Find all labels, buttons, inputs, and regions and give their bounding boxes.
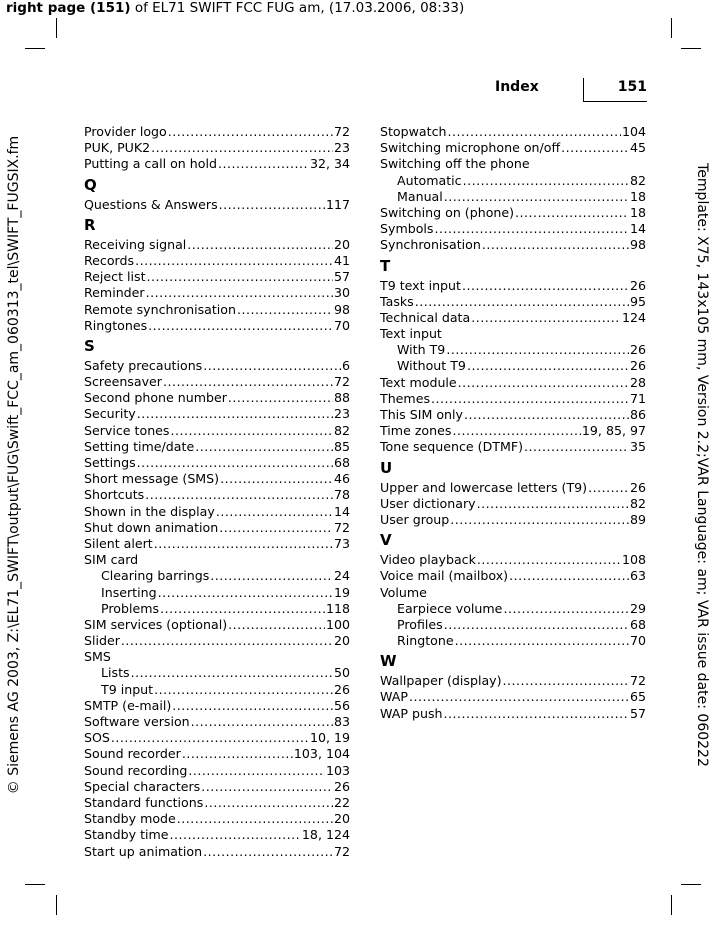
dot-leader <box>477 552 621 568</box>
dot-leader <box>158 585 333 601</box>
index-page-ref: 124 <box>621 309 646 325</box>
index-page-ref: 98 <box>333 301 350 317</box>
index-page-ref: 118 <box>325 600 350 616</box>
index-entry <box>84 374 350 390</box>
index-term: Symbols <box>380 221 434 237</box>
dot-leader <box>228 617 325 633</box>
index-entry <box>84 406 350 422</box>
index-term: Standby mode <box>84 811 176 827</box>
index-page-ref: 19, 85, 97 <box>581 423 646 439</box>
index-subentry <box>380 189 646 205</box>
index-page-ref: 30 <box>333 285 350 301</box>
index-entry <box>84 302 350 318</box>
dot-leader <box>464 407 629 423</box>
crop-mark <box>681 884 701 885</box>
header-divider <box>583 78 584 102</box>
print-header-line <box>6 0 464 16</box>
index-letter-heading: V <box>380 531 392 550</box>
index-page-ref: 65 <box>629 689 646 705</box>
dot-leader <box>216 504 333 520</box>
index-term: T9 text input <box>380 277 461 293</box>
index-page-ref: 71 <box>629 390 646 406</box>
dot-leader <box>477 496 629 512</box>
index-page-ref: 85 <box>333 438 350 454</box>
index-entry <box>84 318 350 334</box>
index-subentry <box>380 173 646 189</box>
index-entry <box>84 487 350 503</box>
index-term: Upper and lowercase letters (T9) <box>380 479 588 495</box>
dot-leader <box>444 189 629 205</box>
index-entry <box>84 520 350 536</box>
index-page-ref: 20 <box>333 633 350 649</box>
index-entry <box>84 253 350 269</box>
index-term: Standard functions <box>84 794 204 810</box>
index-page-ref: 72 <box>333 519 350 535</box>
index-page-ref: 72 <box>629 673 646 689</box>
index-term: Synchronisation <box>380 237 481 253</box>
index-page-ref: 57 <box>629 705 646 721</box>
index-subentry <box>84 601 350 617</box>
index-entry <box>84 633 350 649</box>
index-page-ref: 82 <box>333 422 350 438</box>
index-term: Settings <box>84 455 136 470</box>
print-header-details: of EL71 SWIFT FCC FUG am, (17.03.2006, 08:33) <box>130 0 465 16</box>
dot-leader <box>561 140 629 156</box>
index-entry <box>380 124 646 140</box>
index-group-heading: Switching off the phone <box>380 156 530 172</box>
dot-leader <box>170 423 332 439</box>
index-term: Putting a call on hold <box>84 156 217 172</box>
index-term: Screensaver <box>84 374 162 390</box>
index-entry <box>380 140 646 156</box>
dot-leader <box>458 375 629 391</box>
dot-leader <box>204 795 333 811</box>
index-page-ref: 56 <box>333 697 350 713</box>
dot-leader <box>187 237 333 253</box>
index-entry <box>380 278 646 294</box>
dot-leader <box>191 714 333 730</box>
dot-leader <box>444 706 629 722</box>
dot-leader <box>415 294 629 310</box>
index-entry <box>84 827 350 843</box>
index-entry <box>84 471 350 487</box>
dot-leader <box>228 390 333 406</box>
index-group-heading: SIM card <box>84 552 139 568</box>
index-entry <box>380 568 646 584</box>
index-page-ref: 6 <box>341 357 350 373</box>
crop-mark <box>681 48 701 49</box>
index-term: Software version <box>84 714 190 729</box>
dot-leader <box>434 221 628 237</box>
crop-mark <box>671 895 672 915</box>
index-term: SOS <box>84 730 110 746</box>
index-term: Start up animation <box>84 843 203 859</box>
index-term: Special characters <box>84 778 201 794</box>
index-page-ref: 63 <box>629 568 646 584</box>
index-term: Problems <box>101 600 160 616</box>
index-term: Short message (SMS) <box>84 471 220 487</box>
index-page-ref: 50 <box>333 665 350 681</box>
index-term: Slider <box>84 633 120 649</box>
index-page-ref: 23 <box>333 140 350 156</box>
index-term: Sound recording <box>84 762 188 778</box>
dot-leader <box>146 285 333 301</box>
index-term: Shut down animation <box>84 519 219 535</box>
index-term: Switching microphone on/off <box>380 140 561 156</box>
index-term: Standby time <box>84 827 169 843</box>
index-entry <box>84 617 350 633</box>
index-page-ref: 72 <box>333 124 350 139</box>
index-term: Questions & Answers <box>84 196 218 212</box>
dot-leader <box>482 237 629 253</box>
index-page-ref: 68 <box>629 616 646 632</box>
index-term: This SIM only <box>380 407 463 422</box>
dot-leader <box>111 730 309 746</box>
index-term: Safety precautions <box>84 357 203 373</box>
dot-leader <box>148 318 333 334</box>
template-info-vertical: Template: X75, 143x105 mm, Version 2.2;VAR Language: am; VAR issue date: 060222 <box>694 163 710 767</box>
index-entry <box>380 552 646 568</box>
index-page-ref: 70 <box>629 633 646 649</box>
index-entry <box>84 390 350 406</box>
index-page-ref: 103, 104 <box>293 746 350 762</box>
index-term: User group <box>380 511 450 527</box>
index-entry <box>380 391 646 407</box>
dot-leader <box>588 480 629 496</box>
index-term: Shortcuts <box>84 487 145 503</box>
dot-leader <box>455 633 629 649</box>
index-term: Records <box>84 252 135 268</box>
dot-leader <box>219 520 333 536</box>
crop-mark <box>671 18 672 38</box>
index-term: Time zones <box>380 423 452 439</box>
index-term: With T9 <box>397 342 446 358</box>
index-page-ref: 86 <box>629 407 646 422</box>
index-term: SIM services (optional) <box>84 616 228 632</box>
index-page-ref: 20 <box>333 811 350 827</box>
dot-leader <box>471 310 621 326</box>
index-term: Profiles <box>397 616 443 632</box>
index-subentry <box>380 601 646 617</box>
index-entry <box>84 844 350 860</box>
index-entry <box>380 237 646 253</box>
index-page-ref: 117 <box>325 196 350 212</box>
index-entry <box>84 504 350 520</box>
index-term: Sound recorder <box>84 746 181 762</box>
index-subentry <box>84 568 350 584</box>
index-page-ref: 82 <box>629 172 646 188</box>
index-entry <box>84 730 350 746</box>
index-page-ref: 23 <box>333 406 350 422</box>
index-entry <box>380 310 646 326</box>
index-page-ref: 104 <box>621 124 646 139</box>
index-subentry <box>84 665 350 681</box>
index-page-ref: 29 <box>629 600 646 616</box>
index-entry <box>380 205 646 221</box>
index-entry <box>84 714 350 730</box>
crop-mark <box>56 895 57 915</box>
dot-leader <box>450 512 629 528</box>
index-term: PUK, PUK2 <box>84 140 151 156</box>
index-page-ref: 88 <box>333 390 350 406</box>
index-term: Remote synchronisation <box>84 301 236 317</box>
index-entry <box>380 673 646 689</box>
index-page-ref: 46 <box>333 471 350 487</box>
index-entry <box>84 536 350 552</box>
index-entry <box>84 285 350 301</box>
index-entry <box>380 439 646 455</box>
index-entry <box>84 358 350 374</box>
index-entry <box>380 706 646 722</box>
index-term: Video playback <box>380 552 476 568</box>
index-entry <box>84 140 350 156</box>
index-subentry <box>84 585 350 601</box>
dot-leader <box>177 811 333 827</box>
index-letter-heading: R <box>84 215 96 234</box>
index-letter-heading: U <box>380 458 393 477</box>
dot-leader <box>137 406 333 422</box>
dot-leader <box>446 342 629 358</box>
index-page-ref: 18, 124 <box>301 827 350 843</box>
index-term: Ringtones <box>84 317 148 333</box>
index-term: Earpiece volume <box>397 600 503 616</box>
dot-leader <box>524 439 629 455</box>
index-subentry <box>380 633 646 649</box>
dot-leader <box>154 536 333 552</box>
index-term: Tasks <box>380 293 414 309</box>
index-letter-heading: T <box>380 256 391 275</box>
dot-leader <box>515 205 629 221</box>
index-term: Stopwatch <box>380 124 447 139</box>
index-group-heading: Volume <box>380 584 427 600</box>
index-entry <box>84 423 350 439</box>
dot-leader <box>160 601 325 617</box>
index-page-ref: 41 <box>333 252 350 268</box>
index-term: Manual <box>397 188 443 204</box>
index-page-ref: 103 <box>325 762 350 778</box>
dot-leader <box>503 673 629 689</box>
index-page-ref: 26 <box>629 479 646 495</box>
index-entry <box>380 480 646 496</box>
index-page-ref: 83 <box>333 714 350 729</box>
index-entry <box>380 375 646 391</box>
index-term: Silent alert <box>84 535 153 551</box>
index-entry <box>380 294 646 310</box>
dot-leader <box>195 439 333 455</box>
index-page-ref: 14 <box>629 221 646 237</box>
index-entry <box>84 811 350 827</box>
crop-mark <box>25 48 45 49</box>
dot-leader <box>503 601 629 617</box>
index-page-ref: 100 <box>325 616 350 632</box>
index-column-right <box>380 124 646 722</box>
index-term: Themes <box>380 390 430 406</box>
index-term: Automatic <box>397 172 462 188</box>
dot-leader <box>147 269 333 285</box>
index-subentry <box>380 342 646 358</box>
index-page-ref: 82 <box>629 495 646 511</box>
index-page-ref: 22 <box>333 794 350 810</box>
index-term: Wallpaper (display) <box>380 673 502 689</box>
index-term: User dictionary <box>380 495 476 511</box>
dot-leader <box>452 423 580 439</box>
index-term: Shown in the display <box>84 503 215 519</box>
dot-leader <box>188 763 325 779</box>
index-page-ref: 32, 34 <box>309 156 350 172</box>
index-term: WAP <box>380 689 408 705</box>
index-entry <box>380 423 646 439</box>
crop-mark <box>56 18 57 38</box>
page-number: 151 <box>617 79 647 95</box>
index-page-ref: 108 <box>621 552 646 568</box>
index-entry <box>380 512 646 528</box>
dot-leader <box>444 617 629 633</box>
dot-leader <box>151 140 333 156</box>
dot-leader <box>220 471 333 487</box>
dot-leader <box>170 827 301 843</box>
dot-leader <box>154 682 333 698</box>
dot-leader <box>168 124 333 140</box>
index-entry <box>84 124 350 140</box>
index-entry <box>380 407 646 423</box>
index-page-ref: 26 <box>333 778 350 794</box>
index-entry <box>84 746 350 762</box>
index-page-ref: 35 <box>629 439 646 455</box>
index-column-left <box>84 124 350 860</box>
index-page-ref: 20 <box>333 236 350 252</box>
index-subentry <box>84 682 350 698</box>
dot-leader <box>121 633 333 649</box>
dot-leader <box>131 665 333 681</box>
index-page-ref: 89 <box>629 511 646 527</box>
dot-leader <box>135 253 333 269</box>
page-title: Index <box>495 79 539 95</box>
index-term: Text module <box>380 374 457 390</box>
index-entry <box>84 763 350 779</box>
dot-leader <box>218 156 309 172</box>
index-entry <box>380 221 646 237</box>
header-underline <box>583 101 647 102</box>
index-page-ref: 10, 19 <box>309 730 350 746</box>
dot-leader <box>182 746 293 762</box>
index-page-ref: 68 <box>333 455 350 470</box>
index-group-heading: SMS <box>84 649 111 665</box>
index-entry <box>380 689 646 705</box>
index-term: Ringtone <box>397 633 454 649</box>
dot-leader <box>463 173 629 189</box>
dot-leader <box>448 124 621 140</box>
index-entry <box>84 197 350 213</box>
index-term: Technical data <box>380 309 471 325</box>
index-term: Voice mail (mailbox) <box>380 568 509 584</box>
index-page-ref: 28 <box>629 374 646 390</box>
index-page-ref: 98 <box>629 237 646 253</box>
index-term: WAP push <box>380 705 443 721</box>
index-term: Without T9 <box>397 358 466 374</box>
index-term: Receiving signal <box>84 236 187 252</box>
index-page-ref: 26 <box>333 681 350 697</box>
dot-leader <box>509 568 629 584</box>
index-entry <box>84 779 350 795</box>
index-page-ref: 95 <box>629 293 646 309</box>
index-page-ref: 14 <box>333 503 350 519</box>
index-page-ref: 26 <box>629 358 646 374</box>
index-term: Reminder <box>84 285 145 301</box>
index-page-ref: 18 <box>629 188 646 204</box>
dot-leader <box>467 358 629 374</box>
index-term: Second phone number <box>84 390 227 406</box>
index-subentry <box>380 617 646 633</box>
index-page-ref: 26 <box>629 342 646 358</box>
dot-leader <box>431 391 629 407</box>
dot-leader <box>409 689 629 705</box>
index-term: Clearing barrings <box>101 568 210 584</box>
index-page-ref: 18 <box>629 204 646 220</box>
index-page-ref: 72 <box>333 843 350 859</box>
index-entry <box>380 496 646 512</box>
index-letter-heading: W <box>380 652 397 671</box>
dot-leader <box>462 278 629 294</box>
index-term: Service tones <box>84 422 170 438</box>
index-entry <box>84 269 350 285</box>
index-page-ref: 26 <box>629 277 646 293</box>
index-letter-heading: S <box>84 336 95 355</box>
index-page-ref: 45 <box>629 140 646 156</box>
index-term: Security <box>84 406 136 422</box>
index-page-ref: 57 <box>333 269 350 285</box>
index-page-ref: 70 <box>333 317 350 333</box>
index-page-ref: 73 <box>333 535 350 551</box>
dot-leader <box>163 374 333 390</box>
index-term: Switching on (phone) <box>380 204 515 220</box>
index-term: Tone sequence (DTMF) <box>380 439 524 455</box>
crop-mark <box>25 884 45 885</box>
copyright-path-vertical: © Siemens AG 2003, Z:\EL71_SWIFT\output\FUG\Swift_FCC_am_060313_tel\SWIFT_FUGSIX.fm <box>6 135 22 795</box>
index-subentry <box>380 358 646 374</box>
index-term: Reject list <box>84 269 146 285</box>
index-entry <box>84 455 350 471</box>
index-term: SMTP (e-mail) <box>84 697 172 713</box>
index-page-ref: 19 <box>333 584 350 600</box>
index-letter-heading: Q <box>84 175 97 194</box>
dot-leader <box>219 197 325 213</box>
dot-leader <box>210 568 333 584</box>
index-term: Provider logo <box>84 124 167 139</box>
dot-leader <box>137 455 333 471</box>
dot-leader <box>203 358 341 374</box>
dot-leader <box>201 779 333 795</box>
index-entry <box>84 795 350 811</box>
index-term: Setting time/date <box>84 438 195 454</box>
index-term: Lists <box>101 665 130 681</box>
index-term: Inserting <box>101 584 157 600</box>
index-entry <box>84 439 350 455</box>
index-entry <box>84 156 350 172</box>
index-page-ref: 78 <box>333 487 350 503</box>
index-page-ref: 24 <box>333 568 350 584</box>
index-entry <box>84 698 350 714</box>
dot-leader <box>172 698 333 714</box>
index-page-ref: 72 <box>333 374 350 390</box>
index-entry <box>84 237 350 253</box>
index-group-heading: Text input <box>380 326 442 342</box>
dot-leader <box>145 487 333 503</box>
dot-leader <box>237 302 333 318</box>
index-term: T9 input <box>101 681 154 697</box>
print-header-page-label: right page (151) <box>6 0 131 16</box>
dot-leader <box>203 844 333 860</box>
